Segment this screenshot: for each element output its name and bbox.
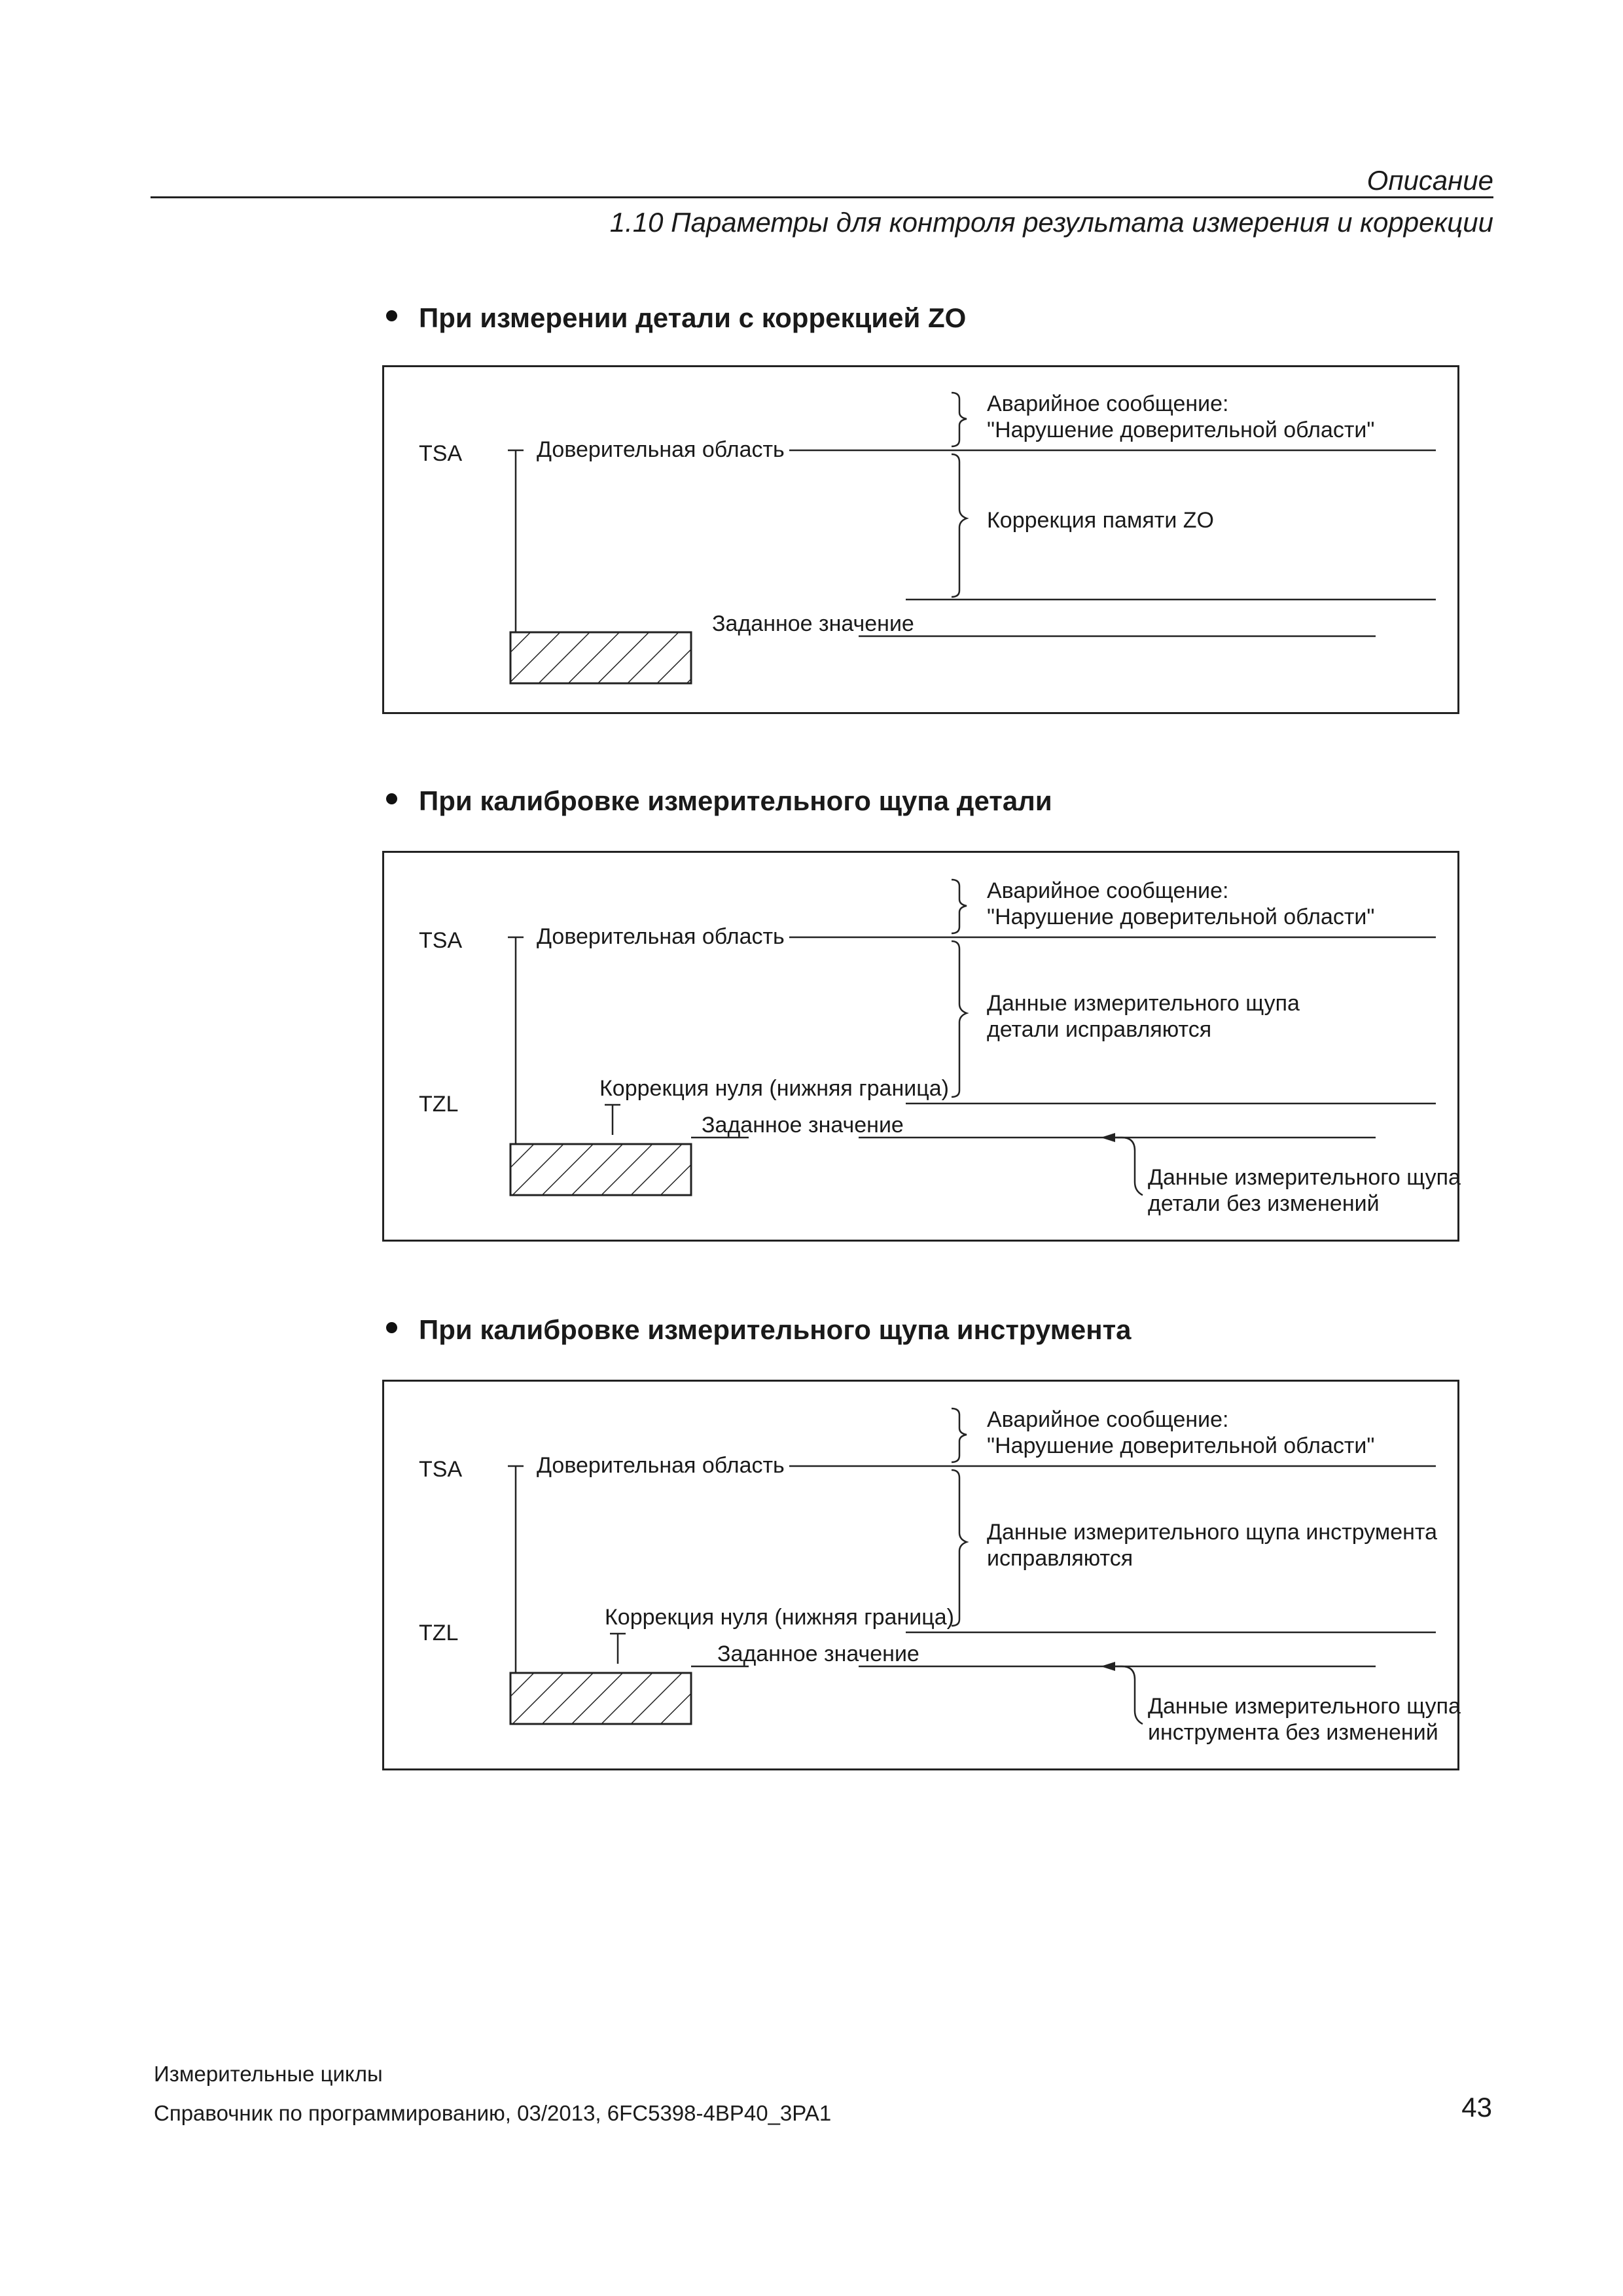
footer-subtitle: Справочник по программированию, 03/2013, 6FC5398-4BP40_3PA1: [154, 2101, 832, 2125]
unchanged-arrow: [1114, 1138, 1143, 1195]
alarm-text-line1: Аварийное сообщение:: [987, 1407, 1229, 1432]
bullet-icon: [386, 793, 397, 804]
trust-area-label: Доверительная область: [537, 1453, 785, 1478]
correction-brace: [952, 941, 967, 1097]
correction-brace: [952, 1470, 967, 1626]
correction-text-line2: исправляются: [987, 1546, 1133, 1571]
correction-brace: [952, 454, 967, 597]
setpoint-label: Заданное значение: [702, 1113, 904, 1138]
arrowhead-icon: [1101, 1662, 1115, 1671]
tsa-label: TSA: [419, 1457, 463, 1482]
unchanged-arrow: [1114, 1666, 1143, 1724]
unchanged-text-line1: Данные измерительного щупа: [1148, 1694, 1461, 1719]
workpiece-hatched: [510, 1673, 691, 1724]
header-section: Описание: [1366, 165, 1493, 196]
correction-label: Коррекция памяти ZO: [987, 508, 1214, 533]
page-number: 43: [1461, 2092, 1492, 2123]
trust-area-label: Доверительная область: [537, 924, 785, 949]
workpiece-hatched: [510, 1144, 691, 1195]
section-heading-2: [386, 785, 1052, 817]
section-heading-text: При калибровке измерительного щупа инструмента: [419, 1314, 1132, 1345]
alarm-brace: [952, 880, 967, 933]
tzl-label: TZL: [419, 1621, 459, 1645]
diagram-workpiece-probe: [382, 851, 1459, 1244]
alarm-text-line1: Аварийное сообщение:: [987, 391, 1229, 416]
arrowhead-icon: [1101, 1133, 1115, 1142]
section-heading-text: При измерении детали с коррекцией ZO: [419, 302, 967, 333]
section-heading-3: [386, 1314, 1132, 1346]
workpiece-hatched: [510, 632, 691, 683]
zero-correction-label: Коррекция нуля (нижняя граница): [605, 1605, 954, 1630]
setpoint-label: Заданное значение: [717, 1641, 919, 1666]
correction-text-line2: детали исправляются: [987, 1017, 1212, 1042]
tsa-label: TSA: [419, 441, 463, 466]
section-heading-1: [386, 302, 966, 334]
alarm-text-line2: "Нарушение доверительной области": [987, 1433, 1375, 1458]
header-rule: [151, 196, 1493, 198]
unchanged-text-line1: Данные измерительного щупа: [1148, 1165, 1461, 1190]
diagram-zo-correction: [382, 365, 1459, 719]
unchanged-text-line2: инструмента без изменений: [1148, 1720, 1438, 1745]
alarm-text-line1: Аварийное сообщение:: [987, 878, 1229, 903]
trust-area-label: Доверительная область: [537, 437, 785, 462]
tzl-label: TZL: [419, 1092, 459, 1117]
zero-correction-label: Коррекция нуля (нижняя граница): [599, 1076, 949, 1101]
section-heading-text: При калибровке измерительного щупа детали: [419, 785, 1052, 816]
diagram-tool-probe: [382, 1380, 1459, 1772]
unchanged-text-line2: детали без изменений: [1148, 1191, 1380, 1216]
correction-text-line1: Данные измерительного щупа инструмента: [987, 1520, 1438, 1545]
bullet-icon: [386, 310, 397, 321]
header-subsection: 1.10 Параметры для контроля результата измерения и коррекции: [609, 207, 1493, 238]
alarm-brace: [952, 393, 967, 446]
alarm-text-line2: "Нарушение доверительной области": [987, 905, 1375, 929]
tsa-label: TSA: [419, 928, 463, 953]
alarm-brace: [952, 1408, 967, 1462]
correction-text-line1: Данные измерительного щупа: [987, 991, 1300, 1016]
footer-title: Измерительные циклы: [154, 2062, 383, 2086]
bullet-icon: [386, 1322, 397, 1333]
alarm-text-line2: "Нарушение доверительной области": [987, 418, 1375, 442]
setpoint-label: Заданное значение: [712, 611, 914, 636]
